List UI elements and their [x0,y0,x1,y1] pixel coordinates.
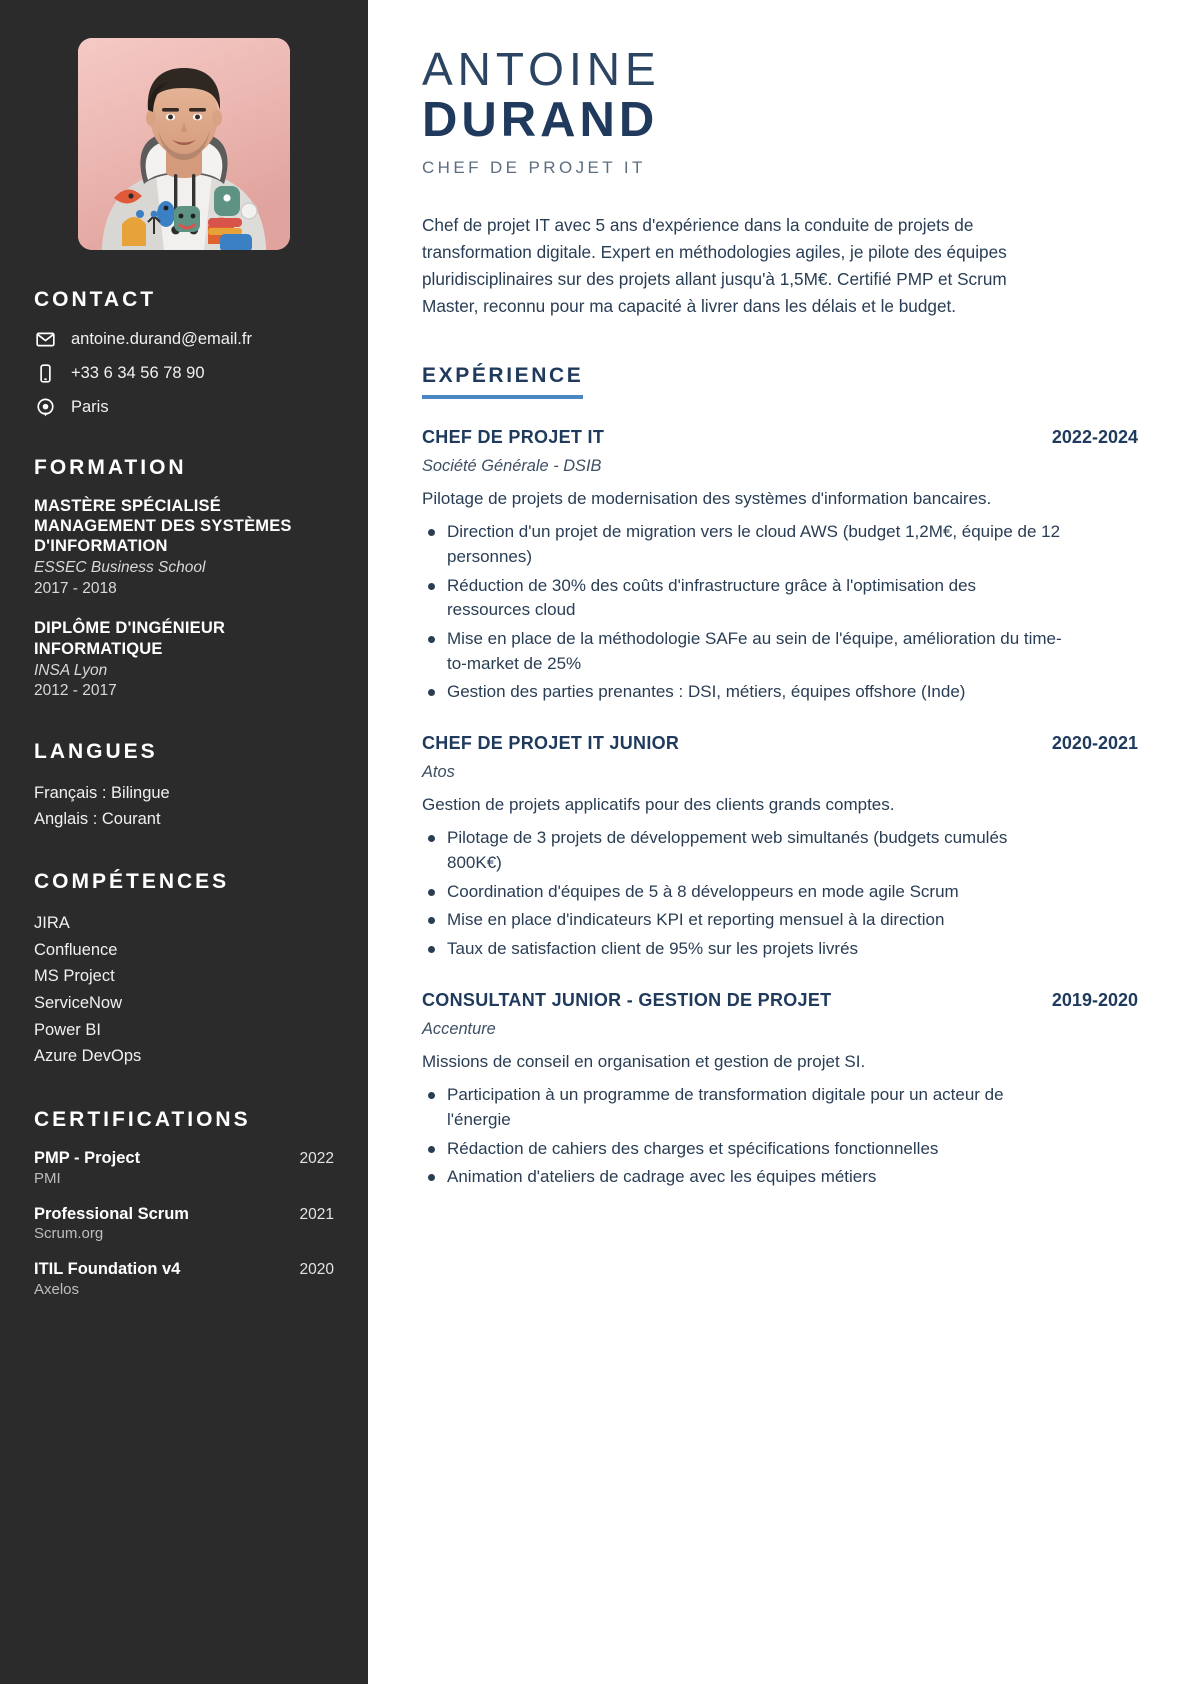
certification-year: 2022 [299,1150,334,1168]
experience-bullets [422,1083,1138,1190]
education-item [34,618,334,701]
langues-heading: LANGUES [34,739,158,763]
profile-portrait-illustration [78,38,290,250]
experience-bullet: Mise en place d'indicateurs KPI et reporting mensuel à la direction [422,908,1062,933]
experience-bullets [422,520,1138,704]
education-degree: DIPLÔME D'INGÉNIEUR INFORMATIQUE [34,619,226,658]
certification-org: PMI [34,1169,61,1187]
language-item: Français : Bilingue [34,783,170,802]
education-years: 2017 - 2018 [34,579,117,597]
first-name: ANTOINE [422,43,661,95]
certification-year: 2020 [299,1261,334,1279]
envelope-icon [34,328,56,350]
experience-entry [422,733,1138,962]
education-degree: MASTÈRE SPÉCIALISÉ MANAGEMENT DES SYSTÈMES D'INFORMATION [34,497,292,556]
experience-bullet: Pilotage de 3 projets de développement web simultanés (budgets cumulés 800K€) [422,826,1062,875]
profile-summary: Chef de projet IT avec 5 ans d'expérience dans la conduite de projets de transformation digitale. Expert en méthodologies agiles, je pilote des équipes pluridisciplinaires sur des projets allant jusqu'à 1,5M€. Certifié PMP et Scrum Master, reconnu pour ma capacité à livrer dans les délais et le budget. [422,215,1007,316]
experience-bullet: Animation d'ateliers de cadrage avec les équipes métiers [422,1165,1062,1190]
sidebar [0,0,368,1684]
certification-org: Axelos [34,1281,80,1299]
contact-location[interactable] [34,396,334,418]
certification-name: Professional Scrum [34,1204,189,1223]
language-item: Anglais : Courant [34,809,161,828]
experience-bullet: Coordination d'équipes de 5 à 8 développeurs en mode agile Scrum [422,880,1062,905]
formation-heading: FORMATION [34,456,187,479]
competences-heading: COMPÉTENCES [34,869,230,893]
experience-description: Pilotage de projets de modernisation des systèmes d'information bancaires. [422,488,992,508]
experience-bullet: Mise en place de la méthodologie SAFe au sein de l'équipe, amélioration du time-to-market de 25% [422,627,1062,676]
contact-phone[interactable] [34,362,334,384]
location-pin-icon [34,396,56,418]
certification-year: 2021 [299,1205,334,1223]
experience-bullets [422,826,1138,961]
experience-entry [422,427,1138,705]
contact-email-value: antoine.durand@email.fr [71,329,252,348]
education-school: ESSEC Business School [34,559,206,577]
experience-role: CHEF DE PROJET IT JUNIOR [422,732,680,753]
experience-role: CHEF DE PROJET IT [422,426,605,447]
experience-bullet: Direction d'un projet de migration vers le cloud AWS (budget 1,2M€, équipe de 12 personnes) [422,520,1062,569]
contact-location-value: Paris [71,397,109,416]
profile-photo [78,38,290,250]
certification-name: PMP - Project [34,1149,141,1168]
experience-company: Accenture [422,1019,496,1038]
experience-company: Société Générale - DSIB [422,456,602,475]
certification-item [34,1148,334,1187]
phone-icon [34,362,56,384]
experience-bullet: Rédaction de cahiers des charges et spécifications fonctionnelles [422,1137,1062,1162]
experience-heading: EXPÉRIENCE [422,364,583,399]
certifications-heading: CERTIFICATIONS [34,1108,251,1132]
skill-item: Confluence [34,940,118,959]
experience-bullet: Gestion des parties prenantes : DSI, métiers, équipes offshore (Inde) [422,680,1062,705]
main-content [368,0,1190,1684]
experience-bullet: Taux de satisfaction client de 95% sur les projets livrés [422,937,1062,962]
experience-description: Missions de conseil en organisation et gestion de projet SI. [422,1051,866,1071]
education-years: 2012 - 2017 [34,681,117,699]
experience-dates: 2022-2024 [1051,426,1138,447]
education-item [34,496,334,599]
skill-item: Power BI [34,1020,101,1039]
certification-org: Scrum.org [34,1225,104,1243]
skill-item: JIRA [34,913,70,932]
experience-entry [422,990,1138,1190]
certification-item [34,1259,334,1298]
experience-dates: 2019-2020 [1051,989,1138,1010]
skill-item: MS Project [34,967,115,986]
certification-name: ITIL Foundation v4 [34,1260,181,1279]
contact-email[interactable] [34,328,334,350]
last-name: DURAND [422,92,659,147]
experience-company: Atos [422,762,455,781]
skill-item: Azure DevOps [34,1047,142,1066]
skill-item: ServiceNow [34,994,123,1013]
experience-dates: 2020-2021 [1051,732,1138,753]
education-school: INSA Lyon [34,661,108,679]
experience-bullet: Réduction de 30% des coûts d'infrastructure grâce à l'optimisation des ressources cloud [422,574,1062,623]
experience-role: CONSULTANT JUNIOR - GESTION DE PROJET [422,989,832,1010]
experience-description: Gestion de projets applicatifs pour des clients grands comptes. [422,794,895,814]
contact-phone-value: +33 6 34 56 78 90 [71,363,205,382]
contact-heading: CONTACT [34,288,157,311]
job-title: CHEF DE PROJET IT [422,158,646,178]
certification-item [34,1204,334,1243]
experience-bullet: Participation à un programme de transformation digitale pour un acteur de l'énergie [422,1083,1062,1132]
